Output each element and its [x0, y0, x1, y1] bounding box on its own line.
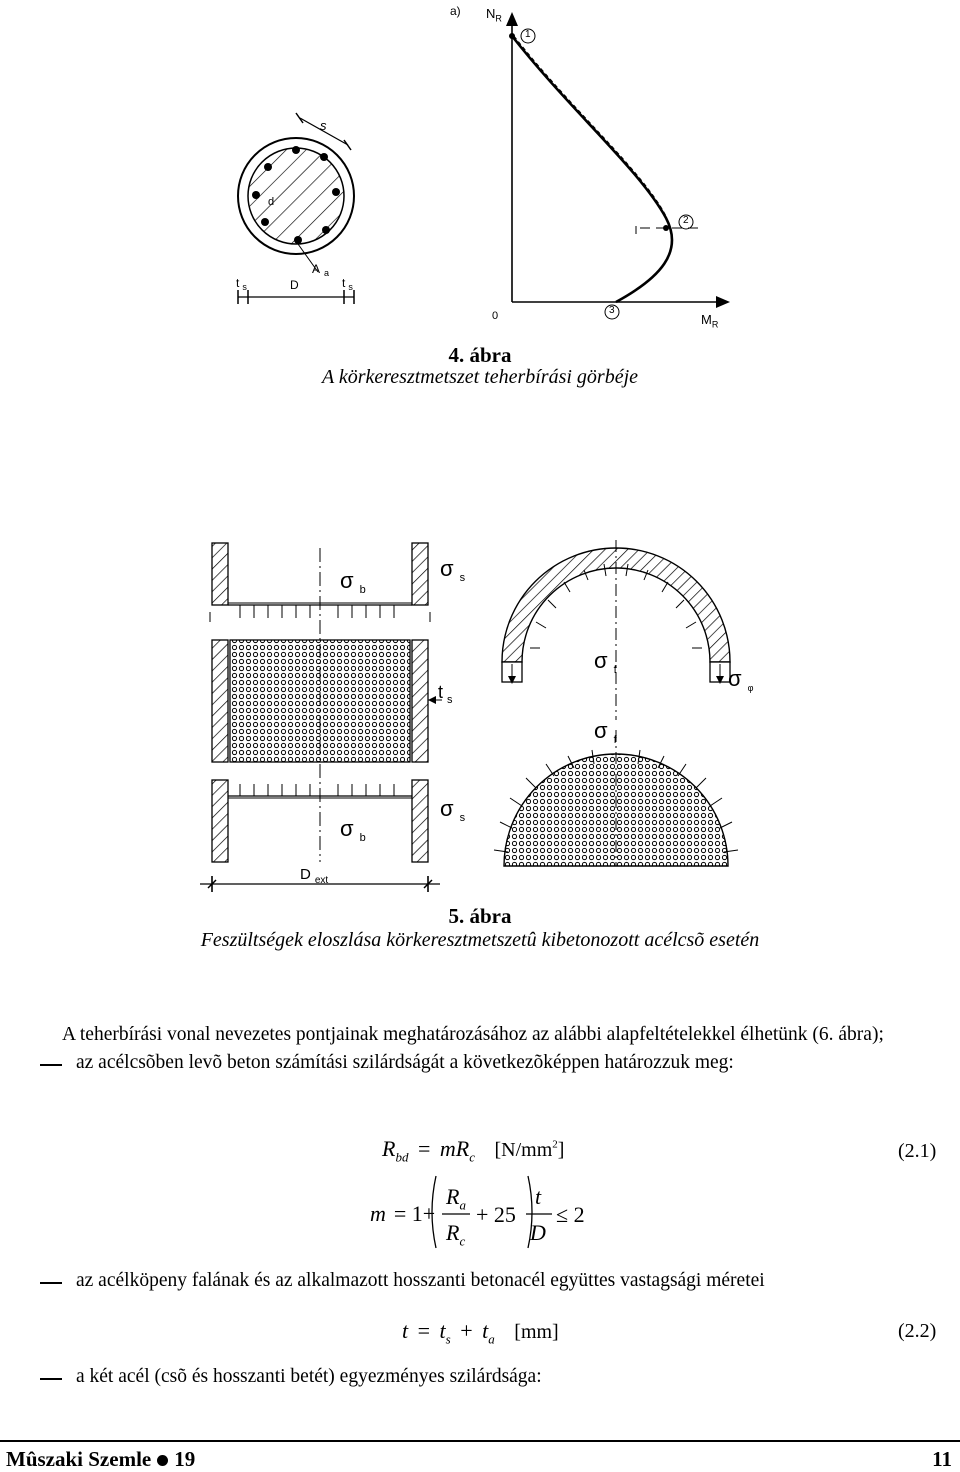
fig5-sigma-f-ring: σ $_f$ — [594, 648, 617, 677]
fig4-diameter-label: d — [268, 196, 275, 208]
equation-number-2-1: (2.1) — [898, 1140, 937, 1162]
equation-m-rc: $R_c$ — [446, 1220, 466, 1249]
list-item: a két acél (csõ és hosszanti betét) egyezményes szilárdsága: — [76, 1366, 542, 1387]
fig4-point-3-label: 3 — [609, 305, 615, 316]
list-dash — [40, 1282, 62, 1284]
fig5-ts-label: t $_s$ — [438, 682, 453, 706]
footer-rule — [0, 1440, 960, 1442]
column-middle-section — [212, 640, 442, 762]
fig4-origin-label: 0 — [492, 310, 499, 322]
equation-2-2: $t = t_s + t_a$ [mm] — [402, 1318, 559, 1347]
fig4-subfigure-label: a) — [450, 4, 461, 18]
cross-section-circle — [238, 113, 354, 304]
fig5-dext-label: D $_{ext}$ — [300, 866, 329, 886]
equation-m-d: D — [530, 1220, 546, 1245]
fig5-sigma-s-bottom: σ $_s$ — [440, 796, 466, 825]
equation-m-t: t — [535, 1184, 542, 1209]
list-item: az acélköpeny falának és az alkalmazott hosszanti betonacél együttes vastagsági méretei — [76, 1270, 765, 1291]
fig5-sigma-s-top: σ $_s$ — [440, 556, 466, 585]
fig5-sigma-phi: σ $_\varphi$ — [728, 666, 754, 694]
body-paragraph: A teherbírási vonal nevezetes pontjainak meghatározásához az alábbi alapfeltételekkel élhetünk (6. ábra); — [62, 1024, 884, 1045]
fig4-ts-left-label: t $_s$ — [236, 276, 247, 293]
list-dash — [40, 1378, 62, 1380]
interaction-curve-axes — [506, 12, 730, 308]
equation-m-plus: + 25 — [476, 1202, 516, 1227]
fig4-axis-m-label: $M_R$ — [701, 312, 719, 330]
equation-m-le: ≤ 2 — [556, 1202, 585, 1227]
fig4-point-2-label: 2 — [683, 215, 689, 226]
equation-number-2-2: (2.2) — [898, 1320, 937, 1342]
concrete-half-disc — [494, 730, 738, 866]
equation-2-1: $R_{bd} = mR_c$ $[N/mm^2]$ — [382, 1136, 565, 1165]
equation-m-ra: $R_a$ — [446, 1184, 466, 1213]
bullet-icon — [157, 1455, 168, 1466]
steel-half-ring — [502, 540, 730, 720]
interaction-curve — [509, 29, 700, 319]
fig5-caption-number: 5. ábra — [448, 904, 512, 928]
footer-page-number: 11 — [932, 1447, 952, 1471]
fig5-sigma-b-top: σ $_b$ — [340, 568, 366, 597]
fig5-caption-text: Feszültségek eloszlása körkeresztmetszetû kibetonozott acélcsõ esetén — [200, 929, 760, 951]
footer-journal: Mûszaki Szemle 19 — [6, 1447, 196, 1471]
list-item: az acélcsõben levõ beton számítási szilárdságát a következõképpen határozzuk meg: — [76, 1052, 734, 1073]
fig4-axis-n-label: $N_R$ — [486, 6, 502, 24]
fig4-point-1-label: 1 — [525, 29, 531, 40]
fig4-outer-diameter-label: D — [290, 278, 299, 292]
fig4-ts-right-label: t $_s$ — [342, 276, 353, 293]
equation-m: m = 1+ — [370, 1201, 436, 1226]
list-dash — [40, 1064, 62, 1066]
fig5-sigma-b-bottom: σ $_b$ — [340, 816, 366, 845]
fig4-rebar-area-label: A $_a$ — [312, 262, 330, 279]
fig5-sigma-f-disc: σ $_f$ — [594, 718, 617, 747]
fig4-spacing-label: s — [320, 118, 327, 133]
fig4-caption-number: 4. ábra — [448, 343, 512, 367]
fig4-caption-text: A körkeresztmetszet teherbírási görbéje — [321, 366, 639, 388]
